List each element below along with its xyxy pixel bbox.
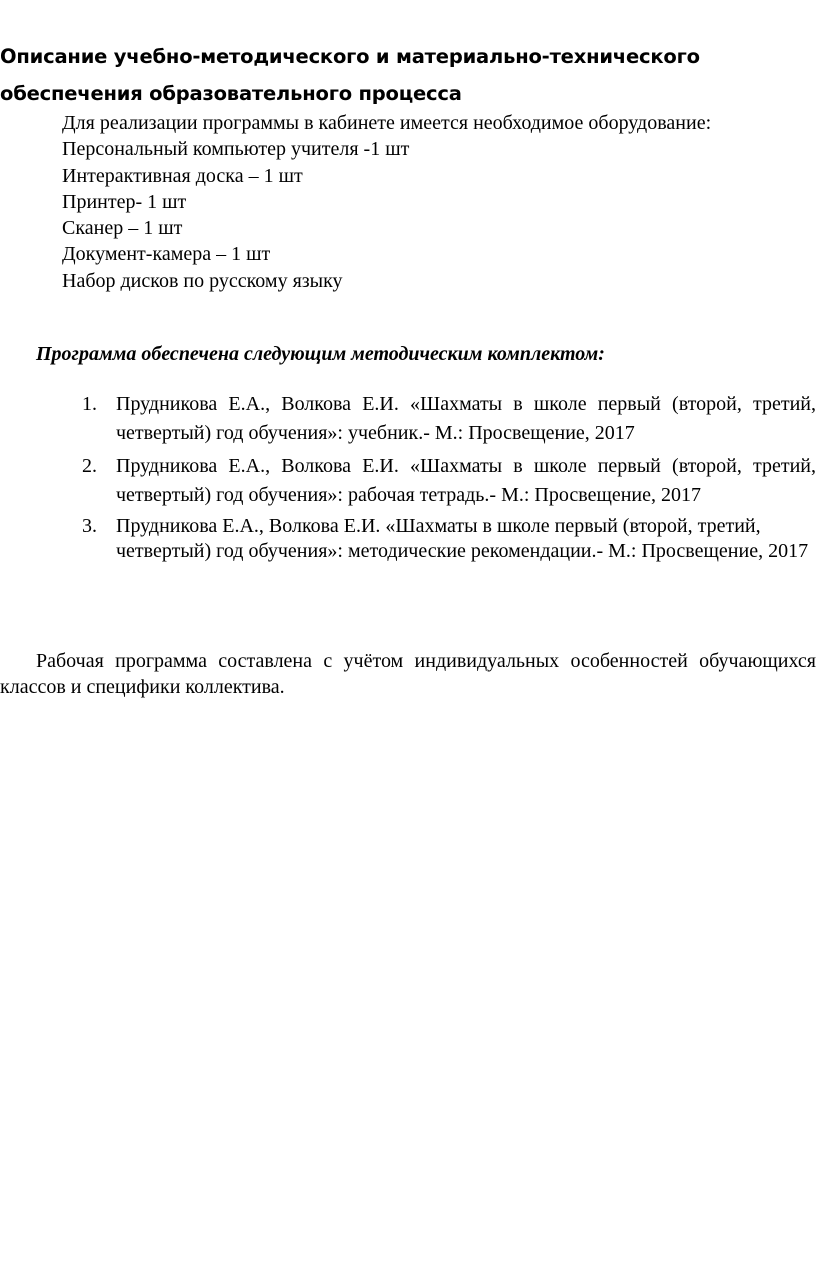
reference-number: 1.	[82, 393, 97, 415]
reference-text: Прудникова Е.А., Волкова Е.И. «Шахматы в школе первый (второй, третий, четвертый) год обучения»: рабочая тетрадь.- М.: Просвещение, 2017	[116, 455, 816, 506]
closing-paragraph: Рабочая программа составлена с учётом индивидуальных особенностей обучающихся классов и специфики коллектива.	[0, 650, 816, 698]
reference-text: Прудникова Е.А., Волкова Е.И. «Шахматы в школе первый (второй, третий, четвертый) год обучения»: методические рекомендации.- М.: Просвещение, 2017	[116, 515, 809, 562]
equipment-intro: Для реализации программы в кабинете имеется необходимое оборудование:	[62, 112, 712, 134]
equipment-item: Персональный компьютер учителя -1 шт	[62, 138, 410, 161]
equipment-item: Принтер- 1 шт	[62, 190, 187, 213]
section-heading-line-1: Описание учебно-методического и материально-технического	[0, 45, 700, 68]
reference-list	[76, 390, 816, 563]
equipment-item: Набор дисков по русскому языку	[62, 269, 343, 292]
kit-title: Программа обеспечена следующим методическим комплектом:	[36, 343, 605, 365]
reference-item	[76, 514, 816, 563]
equipment-list	[62, 110, 711, 294]
reference-item	[76, 452, 816, 509]
equipment-item: Интерактивная доска – 1 шт	[62, 164, 303, 187]
reference-number: 3.	[82, 515, 97, 537]
section-heading-line-2: обеспечения образовательного процесса	[0, 82, 462, 105]
reference-number: 2.	[82, 455, 97, 477]
reference-text: Прудникова Е.А., Волкова Е.И. «Шахматы в школе первый (второй, третий, четвертый) год обучения»: учебник.- М.: Просвещение, 2017	[116, 393, 816, 444]
reference-item	[76, 390, 816, 447]
section-heading	[0, 38, 800, 112]
equipment-item: Документ-камера – 1 шт	[62, 243, 271, 266]
equipment-item: Сканер – 1 шт	[62, 217, 183, 240]
